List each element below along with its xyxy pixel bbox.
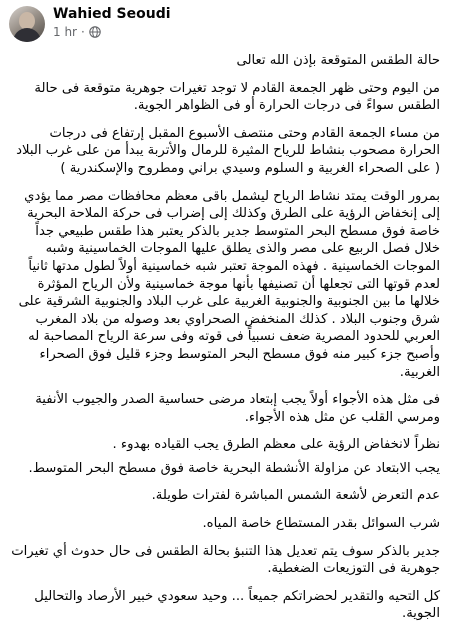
post-paragraph: جدير بالذكر سوف يتم تعديل هذا التنبؤ بحالة الطقس فى حال حدوث أي تغيرات جوهرية فى التوزيعات الضغطية. [11, 543, 440, 577]
post-paragraph: من اليوم وحتى ظهر الجمعة القادم لا توجد تغيرات جوهرية متوقعة فى حالة الطقس سواءً فى درجات الحرارة أو فى الظواهر الجوية. [34, 80, 440, 114]
post-paragraph: بمرور الوقت يمتد نشاط الرياح ليشمل باقى معظم محافظات مصر مما يؤدي إلى إنخفاض الرؤية على الطرق وكذلك إلى إضراب فى حركة الملاحة البحرية خاصة فوق مسطح البحر المتوسط جدير بالذكر يعتبر هذا طقس طبيعي جداً خلال فصل الربيع على مصر والذى يطلق عليها الموجات الخماسينية وشبه الموجات الخماسينية . فهذه الموجة تعتبر شبه خماسينية أولاً لطول مدتها ثانياً لعدم قوتها التى تجعلها أن تصنيفها بأنها موجة خماسينية ولأن الرياح المؤثرة خلالها ما بين الجنوبية والجنوبية الغربية على غرب البلاد والجنوبية الشرقية على شرق وجنوب البلاد . كذلك المنخفض الصحراوي بعد وصوله من بلاد المغرب العربي للحدود المصرية ضعف نسبياً فى قوته وفى سرعة الرياح المصاحبة له وأصبح جزء كبير منه فوق مسطح البحر المتوسط وجزء قليل فوق الصحراء الغربية. [18, 188, 440, 380]
post-paragraph: عدم التعرض لأشعة الشمس المباشرة لفترات طويلة. [151, 488, 440, 504]
post-paragraph: فى مثل هذه الأجواء أولاً يجب إبتعاد مرضى حساسية الصدر والجيوب الأنفية ومرسي القلب عن مثل هذه الأجواء. [35, 392, 440, 425]
author-name[interactable]: Wahied Seoudi [53, 6, 171, 22]
post-meta [53, 25, 101, 39]
globe-icon [89, 26, 101, 38]
meta-separator: · [81, 25, 85, 39]
post-header [0, 0, 450, 50]
post-paragraph: كل التحيه والتقدير لحضراتكم جميعاً ... وحيد سعودي خبير الأرصاد والتحاليل الجوية. [34, 588, 440, 622]
post-paragraph: شرب السوائل بقدر المستطاع خاصة المياه. [202, 516, 440, 532]
post-time[interactable]: 1 hr [53, 25, 77, 39]
post-paragraph: حالة الطقس المتوقعة بإذن الله تعالى [236, 53, 440, 68]
post-body [10, 52, 440, 633]
post-paragraph: من مساء الجمعة القادم وحتى منتصف الأسبوع المقبل إرتفاع فى درجات الحرارة مصحوب بنشاط للرياح المثيرة للرمال والأتربة يبدأ من على غرب البلاد ( على الصحراء الغربية و السلوم وسيدي براني ومطروح والإسكندرية ) [16, 125, 440, 176]
post-paragraph: يجب الابتعاد عن مزاولة الأنشطة البحرية خاصة فوق مسطح البحر المتوسط. [28, 460, 440, 476]
post-paragraph: نظراً لانخفاض الرؤية على معظم الطرق يجب القياده بهدوء . [112, 437, 440, 453]
avatar[interactable] [9, 6, 45, 42]
